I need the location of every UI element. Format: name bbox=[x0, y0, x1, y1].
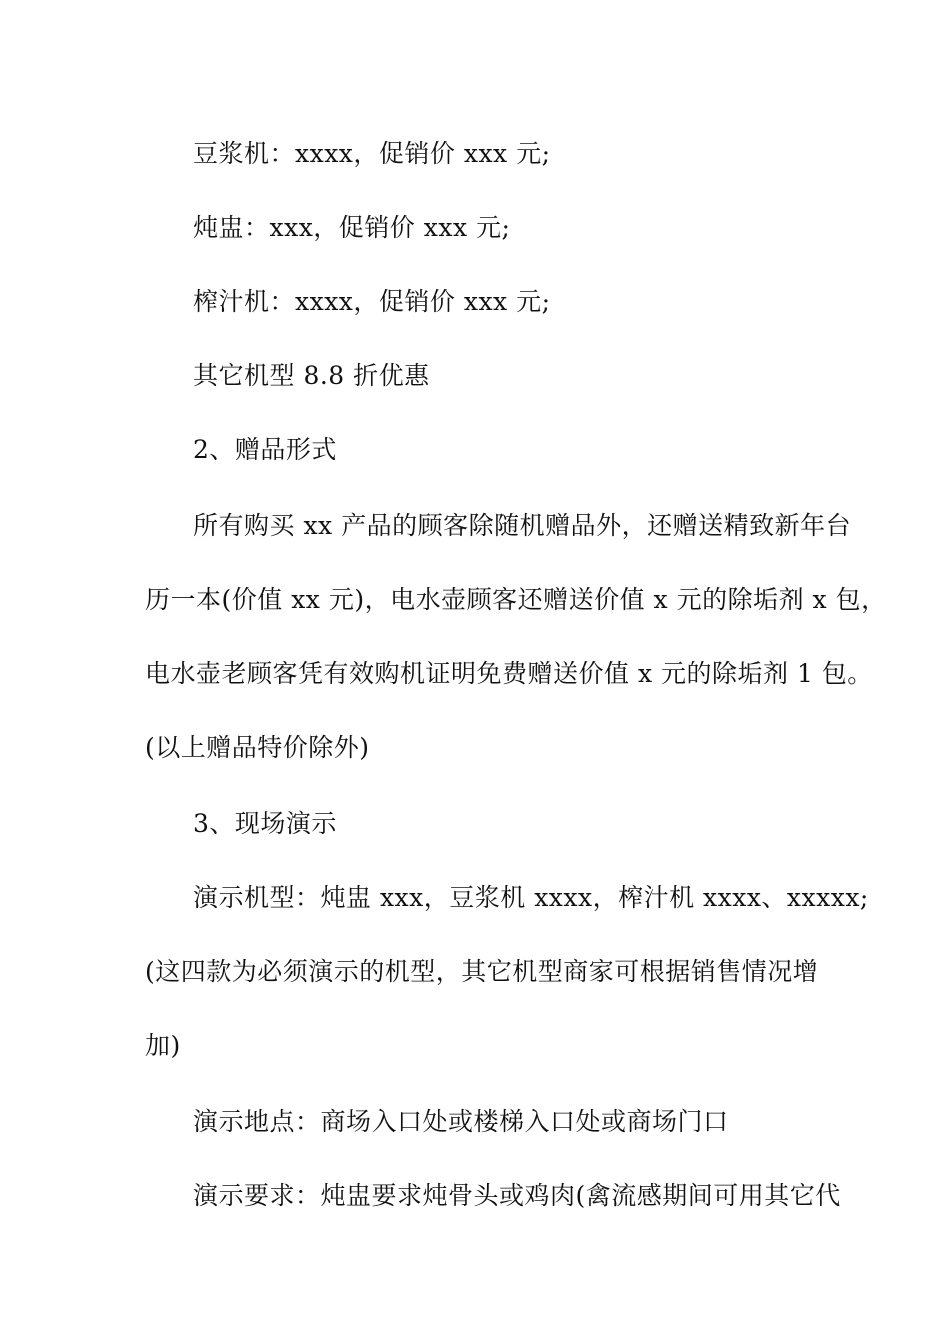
promo-other-models: 其它机型 8.8 折优惠 bbox=[193, 361, 430, 390]
demo-models-line-2: (这四款为必须演示的机型，其它机型商家可根据销售情况增 bbox=[145, 957, 819, 986]
gift-paragraph-line-2: 历一本(价值 xx 元)，电水壶顾客还赠送价值 x 元的除垢剂 x 包， bbox=[145, 585, 887, 614]
gift-paragraph-line-1: 所有购买 xx 产品的顾客除随机赠品外，还赠送精致新年台 bbox=[193, 511, 852, 540]
gift-paragraph-line-4: (以上赠品特价除外) bbox=[145, 733, 370, 762]
demo-requirements: 演示要求：炖盅要求炖骨头或鸡肉(禽流感期间可用其它代 bbox=[193, 1181, 841, 1210]
demo-models-line-1: 演示机型：炖盅 xxx，豆浆机 xxxx，榨汁机 xxxx、xxxxx; bbox=[193, 883, 869, 912]
gift-paragraph-line-3: 电水壶老顾客凭有效购机证明免费赠送价值 x 元的除垢剂 1 包。 bbox=[145, 659, 873, 688]
demo-location: 演示地点：商场入口处或楼梯入口处或商场门口 bbox=[193, 1107, 729, 1136]
promo-stew-pot: 炖盅：xxx，促销价 xxx 元; bbox=[193, 213, 511, 242]
section-heading-gifts: 2、赠品形式 bbox=[193, 435, 337, 464]
promo-juicer: 榨汁机：xxxx，促销价 xxx 元; bbox=[193, 287, 551, 316]
promo-soymilk-maker: 豆浆机：xxxx，促销价 xxx 元; bbox=[193, 139, 551, 168]
demo-models-line-3: 加) bbox=[145, 1031, 181, 1060]
section-heading-demo: 3、现场演示 bbox=[193, 809, 337, 838]
